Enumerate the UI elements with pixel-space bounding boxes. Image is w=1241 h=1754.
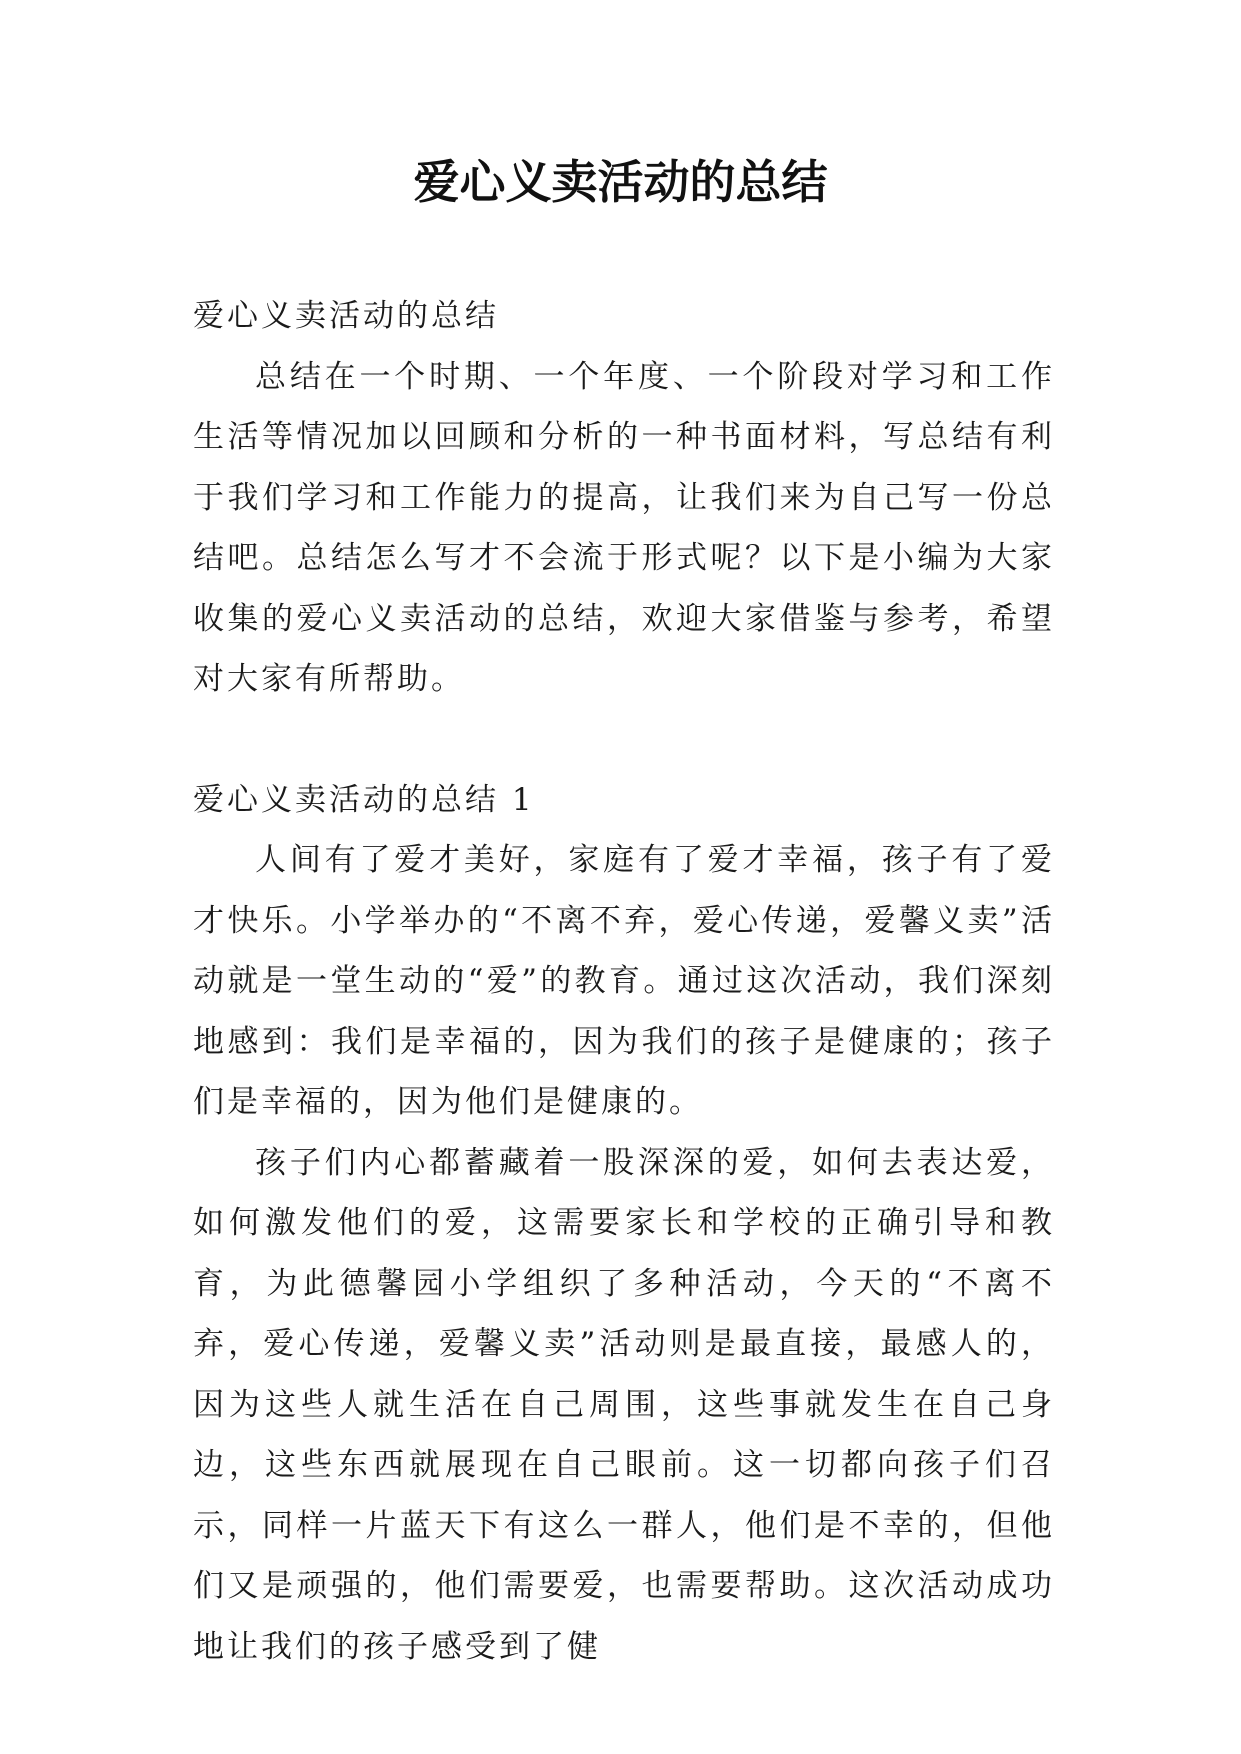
intro-paragraph: 总结在一个时期、一个年度、一个阶段对学习和工作生活等情况加以回顾和分析的一种书面材料，写总结有利于我们学习和工作能力的提高，让我们来为自己写一份总结吧。总结怎么写才不会流于形式呢？以下是小编为大家收集的爱心义卖活动的总结，欢迎大家借鉴与参考，希望对大家有所帮助。: [193, 358, 1055, 697]
section-spacer: [193, 710, 1055, 770]
section-paragraph: 人间有了爱才美好，家庭有了爱才幸福，孩子有了爱才快乐。小学举办的“不离不弃，爱心传递，爱馨义卖”活动就是一堂生动的“爱”的教育。通过这次活动，我们深刻地感到：我们是幸福的，因为我们的孩子是健康的；孩子们是幸福的，因为他们是健康的。: [193, 842, 1055, 1120]
intro-heading: 爱心义卖活动的总结: [193, 298, 499, 334]
document-body: [193, 286, 1055, 1677]
section-paragraph: 孩子们内心都蓄藏着一股深深的爱，如何去表达爱，如何激发他们的爱，这需要家长和学校的正确引导和教育，为此德馨园小学组织了多种活动，今天的“不离不弃，爱心传递，爱馨义卖”活动则是最直接，最感人的，因为这些人就生活在自己周围，这些事就发生在自己身边，这些东西就展现在自己眼前。这一切都向孩子们召示，同样一片蓝天下有这么一群人，他们是不幸的，但他们又是顽强的，他们需要爱，也需要帮助。这次活动成功地让我们的孩子感受到了健: [193, 1144, 1055, 1665]
document-title: 爱心义卖活动的总结: [413, 155, 828, 209]
section-heading: 爱心义卖活动的总结 1: [193, 781, 535, 818]
